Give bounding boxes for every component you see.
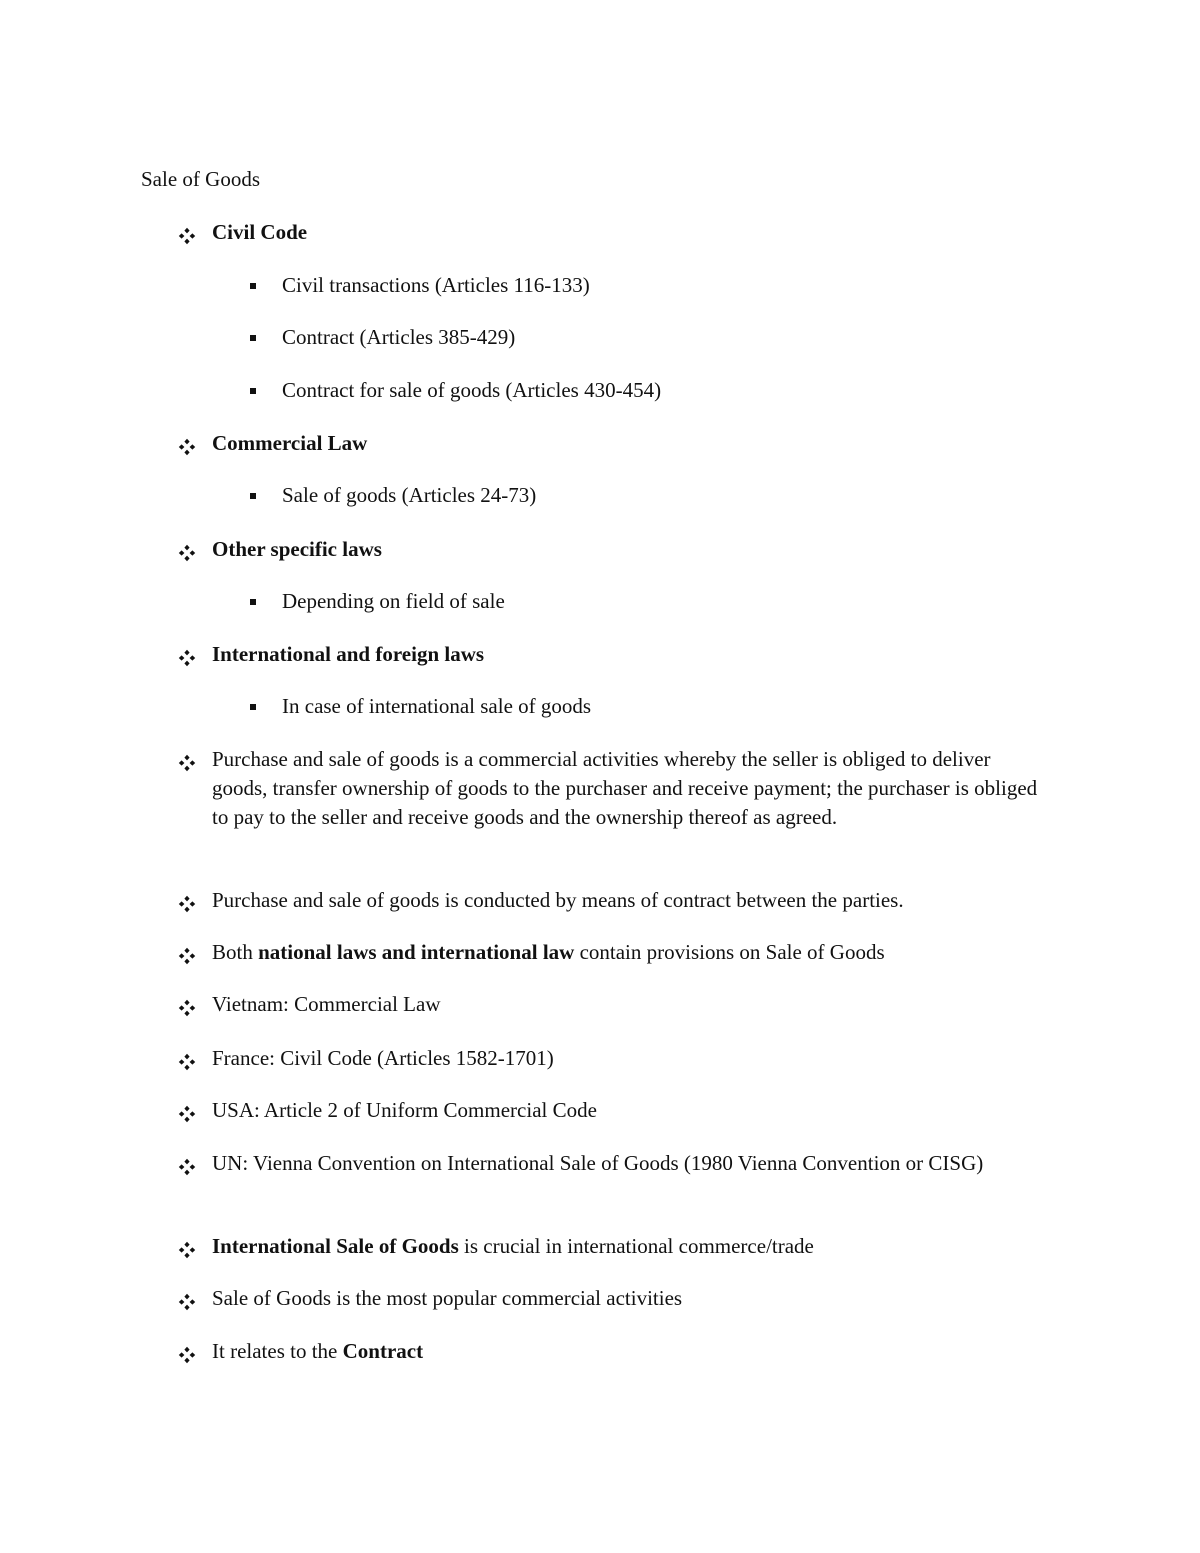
text-segment: contain provisions on Sale of Goods	[574, 940, 885, 964]
text-segment: Sale of goods (Articles 24-73)	[282, 483, 537, 507]
list-item-text	[212, 990, 1048, 1019]
list-item	[178, 1232, 1048, 1261]
sub-list-item	[244, 481, 1044, 510]
text-segment: Contract for sale of goods (Articles 430-454)	[282, 378, 662, 402]
diamond-bullet-icon	[178, 1155, 196, 1173]
page-title: Sale of Goods	[141, 167, 260, 191]
square-bullet-icon	[250, 493, 256, 499]
list-item	[178, 745, 1048, 832]
text-segment: Purchase and sale of goods is a commercial activities whereby the seller is obliged to deliver goods, transfer ownership of goods to the purchaser and receive payment; the purchaser is obliged to pay to the seller and receive goods and the ownership thereof as agreed.	[212, 747, 1038, 829]
list-item	[178, 886, 1048, 915]
text-segment: Sale of Goods is the most popular commercial activities	[212, 1286, 683, 1310]
list-item-text	[212, 429, 1048, 458]
list-item	[178, 535, 1048, 564]
diamond-bullet-icon	[178, 944, 196, 962]
diamond-bullet-icon	[178, 1238, 196, 1256]
text-segment: UN: Vienna Convention on International Sale of Goods (1980 Vienna Convention or CISG)	[212, 1151, 984, 1175]
diamond-bullet-icon	[178, 541, 196, 559]
bold-text: Commercial Law	[212, 431, 368, 455]
text-segment: is crucial in international commerce/trade	[458, 1234, 814, 1258]
list-item	[178, 1149, 1048, 1178]
diamond-bullet-icon	[178, 435, 196, 453]
text-segment: France: Civil Code (Articles 1582-1701)	[212, 1046, 554, 1070]
text-segment: Both	[212, 940, 259, 964]
sub-list-item	[244, 271, 1044, 300]
text-segment: It relates to the	[212, 1339, 343, 1363]
list-item-text	[212, 1284, 1048, 1313]
list-item-text	[212, 640, 1048, 669]
list-item-text	[212, 535, 1048, 564]
list-item	[178, 938, 1048, 967]
text-segment: Contract (Articles 385-429)	[282, 325, 516, 349]
bold-text: national laws and international law	[258, 940, 575, 964]
square-bullet-icon	[250, 388, 256, 394]
bold-text: Civil Code	[212, 220, 308, 244]
list-item-text	[212, 745, 1048, 832]
list-item-text	[212, 1096, 1048, 1125]
list-item-text	[282, 587, 1044, 616]
list-item-text	[282, 323, 1044, 352]
sub-list-item	[244, 323, 1044, 352]
list-item-text	[212, 1337, 1048, 1366]
list-item-text	[282, 692, 1044, 721]
diamond-bullet-icon	[178, 646, 196, 664]
list-item	[178, 429, 1048, 458]
list-item	[178, 1044, 1048, 1073]
diamond-bullet-icon	[178, 751, 196, 769]
sub-list-item	[244, 587, 1044, 616]
list-item-text	[282, 376, 1044, 405]
diamond-bullet-icon	[178, 996, 196, 1014]
text-segment: Depending on field of sale	[282, 589, 505, 613]
list-item-text	[212, 218, 1048, 247]
list-item	[178, 990, 1048, 1019]
square-bullet-icon	[250, 335, 256, 341]
diamond-bullet-icon	[178, 1343, 196, 1361]
text-segment: Civil transactions (Articles 116-133)	[282, 273, 590, 297]
list-item-text	[282, 481, 1044, 510]
text-segment: In case of international sale of goods	[282, 694, 592, 718]
list-item	[178, 640, 1048, 669]
sub-list-item	[244, 376, 1044, 405]
list-item	[178, 218, 1048, 247]
diamond-bullet-icon	[178, 224, 196, 242]
list-item-text	[212, 886, 1048, 915]
list-item-text	[212, 1149, 1048, 1178]
square-bullet-icon	[250, 704, 256, 710]
bold-text: International and foreign laws	[212, 642, 485, 666]
diamond-bullet-icon	[178, 1050, 196, 1068]
bold-text: Other specific laws	[212, 537, 382, 561]
square-bullet-icon	[250, 283, 256, 289]
square-bullet-icon	[250, 599, 256, 605]
list-item	[178, 1284, 1048, 1313]
list-item-text	[212, 1232, 1048, 1261]
diamond-bullet-icon	[178, 892, 196, 910]
bold-text: Contract	[342, 1339, 424, 1363]
text-segment: USA: Article 2 of Uniform Commercial Code	[212, 1098, 597, 1122]
bold-text: International Sale of Goods	[212, 1234, 459, 1258]
list-item	[178, 1337, 1048, 1366]
text-segment: Vietnam: Commercial Law	[212, 992, 441, 1016]
sub-list-item	[244, 692, 1044, 721]
diamond-bullet-icon	[178, 1102, 196, 1120]
list-item-text	[212, 1044, 1048, 1073]
list-item	[178, 1096, 1048, 1125]
text-segment: Purchase and sale of goods is conducted by means of contract between the parties.	[212, 888, 904, 912]
list-item-text	[212, 938, 1048, 967]
list-item-text	[282, 271, 1044, 300]
diamond-bullet-icon	[178, 1290, 196, 1308]
